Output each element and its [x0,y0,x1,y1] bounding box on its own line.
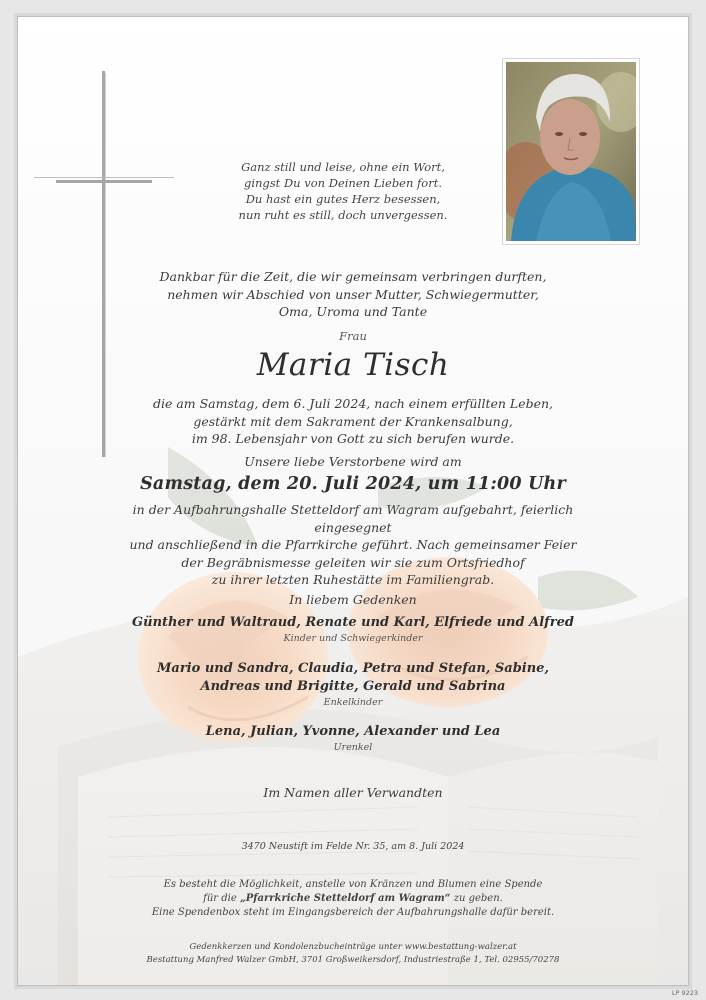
death-line: gestärkt mit dem Sakrament der Krankensalbung, [193,413,513,429]
funeral-intro: Unsere liebe Verstorbene wird am [244,454,462,469]
deceased-name: Maria Tisch [256,347,450,383]
family-label: Kinder und Schwiegerkinder [283,633,423,644]
details-line: der Begräbnismesse geleiten wir sie zum Ortsfriedhof [181,554,525,570]
family-names: Lena, Julian, Yvonne, Alexander und Lea [205,724,501,739]
footer-line: Bestattung Manfred Walzer GmbH, 3701 Großweikersdorf, Industriestraße 1, Tel. 02955/70278 [146,955,560,965]
funeral-details [98,501,608,589]
donation-line: Es besteht die Möglichkeit, anstelle von Kränzen und Blumen eine Spende [163,879,543,890]
family-label: Enkelkinder [323,697,383,708]
intro-line: nehmen wir Abschied von unser Mutter, Schwiegermutter, [167,286,539,302]
salutation: Frau [339,329,367,343]
footer-line: Gedenkkerzen und Kondolenzbucheinträge unter www.bestattung-walzer.at [189,942,517,952]
family-label: Urenkel [333,742,373,753]
poem-line: gingst Du von Deinen Lieben fort. [243,176,443,190]
memory-heading: In liebem Gedenken [289,592,417,607]
family-names: Günther und Waltraud, Renate und Karl, Elfriede und Alfred [132,615,574,630]
poem [198,159,488,223]
death-notice [118,395,588,448]
donation-pre: für die [203,893,240,904]
funeral-date: Samstag, dem 20. Juli 2024, um 11:00 Uhr [140,474,566,494]
intro-line: Dankbar für die Zeit, die wir gemeinsam verbringen durften, [159,269,547,284]
poem-line: nun ruht es still, doch unvergessen. [238,208,448,222]
details-line: in der Aufbahrungshalle Stetteldorf am Wagram aufgebahrt, feierlich eingesegnet [132,502,574,535]
family-names: Andreas und Brigitte, Gerald und Sabrina [200,679,506,694]
document-code: LP 9223 [671,989,698,997]
family-group-children [118,614,588,646]
place-and-date: 3470 Neustift im Felde Nr. 35, am 8. Juli 2024 [241,841,465,852]
details-line: und anschließend in die Pfarrkirche geführt. Nach gemeinsamer Feier [129,537,577,552]
obituary-card [17,16,689,986]
footer [98,941,608,967]
family-group-grandchildren [118,660,588,710]
relatives-line: Im Namen aller Verwandten [263,785,443,800]
details-line: zu ihrer letzten Ruhestätte im Familiengrab. [211,572,495,587]
death-line: die am Samstag, dem 6. Juli 2024, nach einem erfüllten Leben, [152,396,554,411]
donation-post: zu geben. [450,893,503,904]
donation-note [98,878,608,920]
intro-line: Oma, Uroma und Tante [278,304,428,319]
intro-text [118,268,588,321]
death-line: im 98. Lebensjahr von Gott zu sich berufen wurde. [191,431,515,446]
family-names: Mario und Sandra, Claudia, Petra und Stefan, Sabine, [157,661,549,676]
donation-line: Eine Spendenbox steht im Eingangsbereich der Aufbahrungshalle dafür bereit. [151,907,555,918]
family-group-great-grandchildren [118,723,588,755]
poem-line: Du hast ein gutes Herz besessen, [245,192,441,206]
poem-line: Ganz still und leise, ohne ein Wort, [241,160,445,174]
donation-line [98,892,608,906]
donation-recipient: „Pfarrkriche Stetteldorf am Wagram“ [239,893,451,904]
